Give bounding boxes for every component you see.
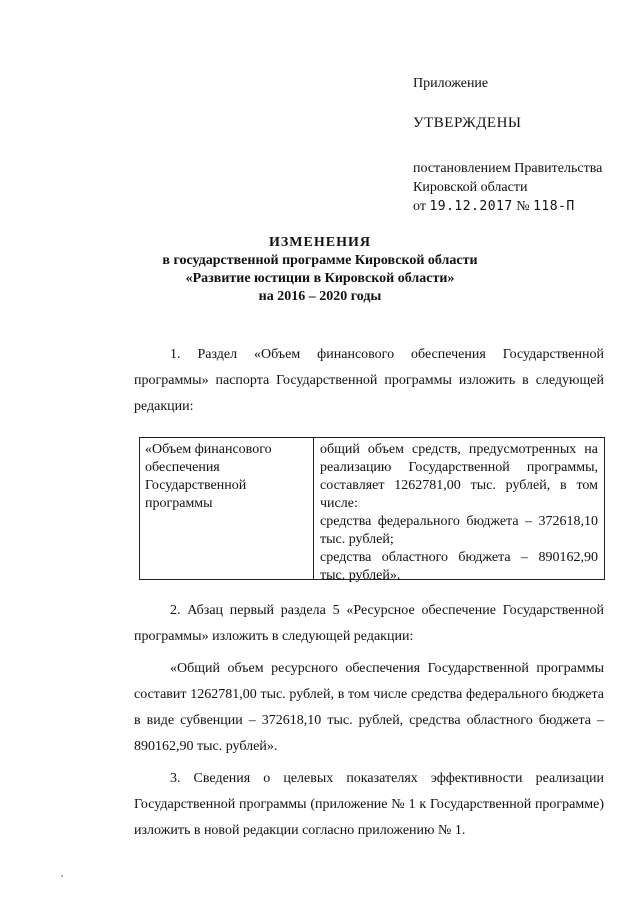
financing-table-label-cell: «Объем финансового обеспечения Государственной программы bbox=[140, 438, 314, 579]
approved-heading: УТВЕРЖДЕНЫ bbox=[413, 115, 522, 131]
item-2-quote-paragraph bbox=[134, 656, 604, 760]
financing-federal: средства федерального бюджета – 372618,10 тыс. рублей; bbox=[320, 514, 598, 547]
item-2-quote-text: «Общий объем ресурсного обеспечения Государственной программы составит 1262781,00 тыс. рублей, в том числе средства федерального бюджета в виде субвенции – 372618,10 тыс. рублей, средства областного бюджета – 890162,90 тыс. рублей». bbox=[134, 661, 604, 754]
decree-number: 118-П bbox=[533, 199, 575, 214]
financing-total: общий объем средств, предусмотренных на реализацию Государственной программы, составляет 1262781,00 тыс. рублей, в том числе: bbox=[320, 442, 598, 511]
financing-regional: средства областного бюджета – 890162,90 тыс. рублей». bbox=[320, 550, 598, 583]
decree-line-1: постановлением Правительства bbox=[413, 161, 603, 176]
approval-block bbox=[413, 74, 633, 216]
decree-number-sign: № bbox=[516, 199, 530, 214]
item-2-paragraph bbox=[134, 598, 604, 650]
item-1-text: 1. Раздел «Объем финансового обеспечения Государственной программы» паспорта Государственной программы изложить в следующей редакции: bbox=[134, 347, 604, 414]
item-3-paragraph bbox=[134, 766, 604, 844]
title-line-4: на 2016 – 2020 годы bbox=[258, 289, 382, 304]
title-main: ИЗМЕНЕНИЯ bbox=[269, 235, 371, 250]
decree-reference bbox=[413, 159, 633, 216]
decree-line-2: Кировской области bbox=[413, 180, 528, 195]
financing-table bbox=[139, 437, 605, 583]
decree-date: 19.12.2017 bbox=[429, 199, 513, 214]
financing-table-value-cell bbox=[314, 438, 604, 583]
scan-speck bbox=[60, 874, 64, 878]
document-title bbox=[100, 234, 540, 306]
title-line-3: «Развитие юстиции в Кировской области» bbox=[185, 271, 455, 286]
item-1-paragraph bbox=[134, 342, 604, 420]
decree-line-3 bbox=[413, 197, 633, 216]
appendix-label: Приложение bbox=[413, 76, 489, 91]
decree-prefix: от bbox=[413, 199, 426, 214]
title-line-2: в государственной программе Кировской области bbox=[162, 253, 478, 268]
item-2-text: 2. Абзац первый раздела 5 «Ресурсное обеспечение Государственной программы» изложить в следующей редакции: bbox=[134, 603, 604, 644]
item-3-text: 3. Сведения о целевых показателях эффективности реализации Государственной программы (приложение № 1 к Государственной программе) изложить в новой редакции согласно приложению № 1. bbox=[134, 771, 604, 838]
